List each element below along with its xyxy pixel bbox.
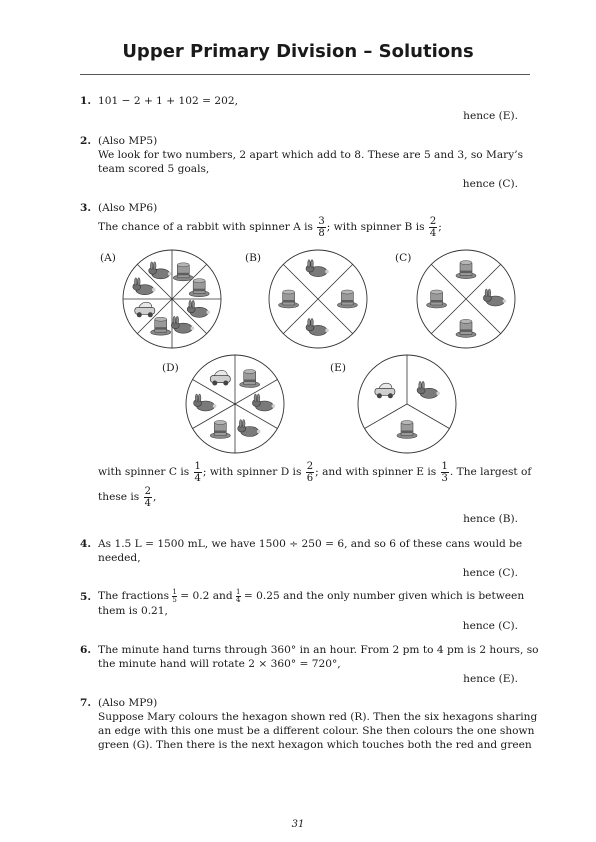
chance-e-text: ; and with spinner E is <box>315 466 437 478</box>
problem-5-line-1 <box>98 587 524 605</box>
one-fifth-numerator: 1 <box>172 587 177 596</box>
fraction-largest-denominator: 4 <box>144 497 151 509</box>
fraction-a-denominator: 8 <box>318 227 325 239</box>
spinner-b <box>266 247 370 351</box>
fraction-d-denominator: 6 <box>306 472 314 484</box>
problem-7-line-2: Suppose Mary colours the hexagon shown red (R). Then the six hexagons sharing <box>98 711 538 723</box>
spinner-a-label: (A) <box>100 252 116 264</box>
problem-2-line-1: (Also MP5) <box>98 135 158 147</box>
fraction-c-numerator: 1 <box>194 460 201 472</box>
problem-3-chance-line <box>98 214 442 240</box>
fraction-b-numerator: 2 <box>429 215 437 227</box>
spinner-c <box>414 247 518 351</box>
one-fifth-denominator: 5 <box>172 595 177 604</box>
these-end: , <box>153 491 157 503</box>
problem-7-number: 7. <box>80 697 92 709</box>
fraction-a <box>317 216 325 239</box>
problem-5-answer: hence (C). <box>462 620 518 632</box>
chance-d-text: ; with spinner D is <box>202 466 302 478</box>
problem-1-answer: hence (E). <box>463 110 518 122</box>
problem-6-answer: hence (E). <box>463 673 518 685</box>
page-title: Upper Primary Division – Solutions <box>122 41 474 62</box>
problem-4-number: 4. <box>80 538 92 550</box>
these-text: these is <box>98 491 140 503</box>
fraction-c <box>194 461 202 484</box>
problem-6-line-1: The minute hand turns through 360° in an hour. From 2 pm to 4 pm is 2 hours, so <box>98 644 539 656</box>
spinner-d-label: (D) <box>162 362 179 374</box>
problem-4-line-1: As 1.5 L = 1500 mL, we have 1500 ÷ 250 = 6, and so 6 of these cans would be <box>98 538 523 550</box>
fraction-d <box>306 461 314 484</box>
problem-3-line-1: (Also MP6) <box>98 202 158 214</box>
problem-7-line-1: (Also MP9) <box>98 697 158 709</box>
problem-3-chance-line-2 <box>98 459 531 485</box>
problem-7-line-4: green (G). Then there is the next hexagon which touches both the red and green <box>98 739 532 751</box>
problem-5-number: 5. <box>80 591 92 603</box>
chance-a-text: The chance of a rabbit with spinner A is <box>98 221 313 233</box>
fraction-b <box>429 216 437 239</box>
spinner-e <box>355 352 459 456</box>
one-quarter-denominator: 4 <box>236 595 241 604</box>
problem-5-mid-2: = 0.25 and the only number given which is between <box>243 590 525 602</box>
problem-2-line-3: team scored 5 goals, <box>98 163 210 175</box>
problem-5-mid-1: = 0.2 and <box>180 590 233 602</box>
spinner-b-label: (B) <box>245 252 262 264</box>
problem-7-line-3: an edge with this one must be a different colour. She then colours the one shown <box>98 725 535 737</box>
fraction-largest-numerator: 2 <box>144 485 151 497</box>
problem-6-number: 6. <box>80 644 92 656</box>
chance-end: ; <box>438 221 442 233</box>
spinner-e-label: (E) <box>330 362 346 374</box>
problem-6-line-2: the minute hand will rotate 2 × 360° = 720°, <box>98 658 341 670</box>
fraction-one-quarter <box>236 589 240 604</box>
problem-2-line-2: We look for two numbers, 2 apart which add to 8. These are 5 and 3, so Mary’s <box>98 149 524 161</box>
problem-5-prefix: The fractions <box>98 590 170 602</box>
fraction-b-denominator: 4 <box>429 227 437 239</box>
spinner-d <box>183 352 287 456</box>
largest-text: . The largest of <box>449 466 532 478</box>
page-number: 31 <box>291 819 305 830</box>
fraction-one-fifth <box>172 589 176 604</box>
fraction-d-numerator: 2 <box>306 460 314 472</box>
problem-1-number: 1. <box>80 95 92 107</box>
problem-2-answer: hence (C). <box>462 178 518 190</box>
problem-4-answer: hence (C). <box>462 567 518 579</box>
fraction-e-denominator: 3 <box>441 472 448 484</box>
fraction-c-denominator: 4 <box>194 472 201 484</box>
problem-3-largest-line <box>98 484 156 510</box>
chance-c-text: with spinner C is <box>98 466 190 478</box>
fraction-e <box>441 461 449 484</box>
fraction-a-numerator: 3 <box>318 215 325 227</box>
chance-b-text: ; with spinner B is <box>326 221 425 233</box>
fraction-largest <box>144 486 152 509</box>
spinner-c-label: (C) <box>395 252 412 264</box>
problem-3-number: 3. <box>80 202 92 214</box>
problem-3-answer: hence (B). <box>463 513 518 525</box>
problem-4-line-2: needed, <box>98 552 141 564</box>
problem-2-number: 2. <box>80 135 92 147</box>
spinner-a <box>120 247 224 351</box>
title-rule <box>80 74 530 75</box>
problem-1-text: 101 − 2 + 1 + 102 = 202, <box>98 95 238 107</box>
fraction-e-numerator: 1 <box>441 460 448 472</box>
one-quarter-numerator: 1 <box>236 587 241 596</box>
problem-5-line-2: them is 0.21, <box>98 605 168 617</box>
